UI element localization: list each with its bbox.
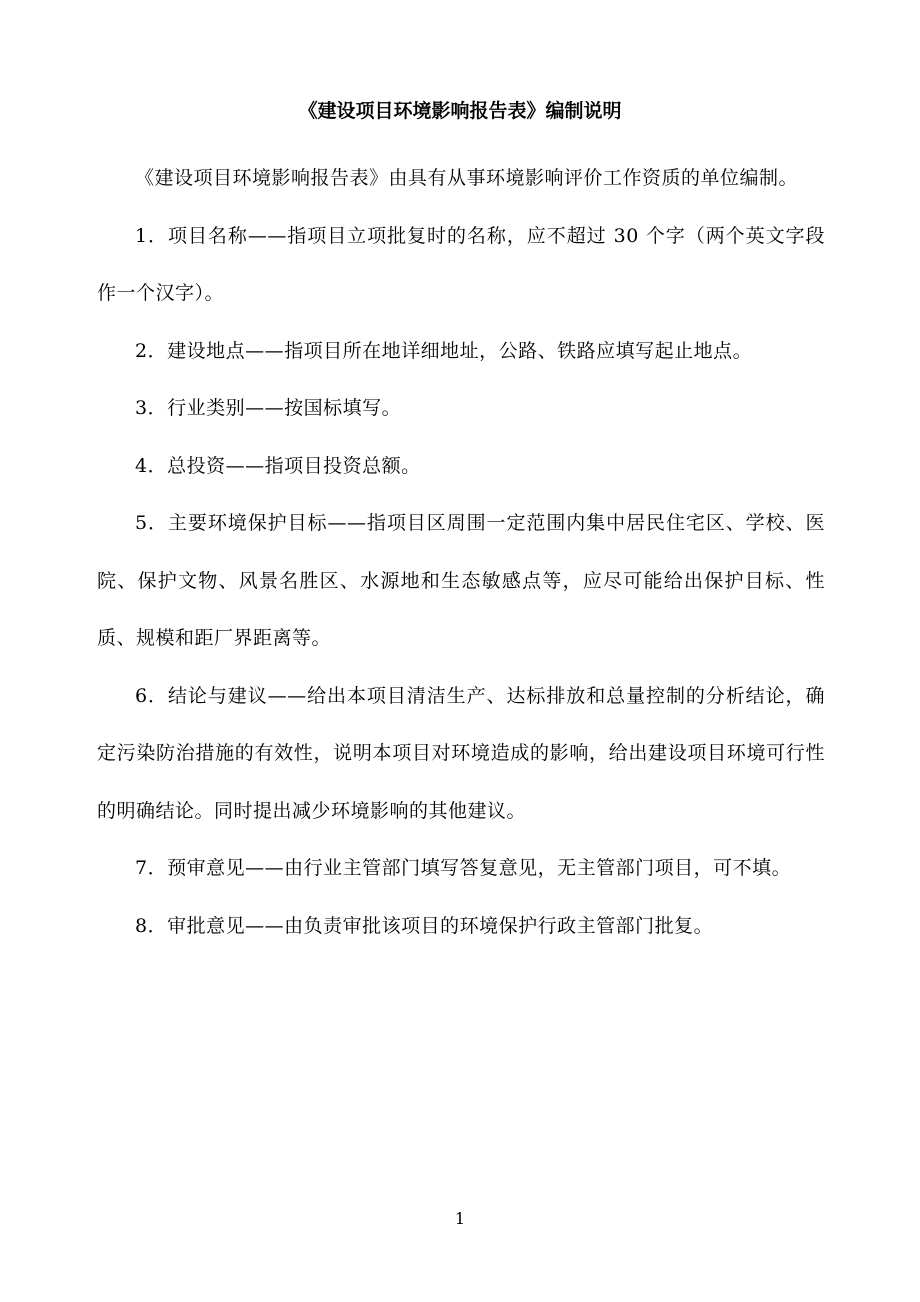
item-preliminary-review: 7．预审意见——由行业主管部门填写答复意见，无主管部门项目，可不填。	[135, 857, 792, 879]
intro-paragraph: 《建设项目环境影响报告表》由具有从事环境影响评价工作资质的单位编制。	[135, 167, 799, 189]
item-construction-site: 2．建设地点——指项目所在地详细地址，公路、铁路应填写起止地点。	[135, 339, 753, 362]
item-total-investment: 4．总投资——指项目投资总额。	[135, 454, 421, 477]
document-title: 《建设项目环境影响报告表》编制说明	[298, 100, 622, 122]
page-number: 1	[454, 1209, 466, 1228]
item-industry-category: 3．行业类别——按国标填写。	[135, 397, 402, 419]
item-project-name: 1．项目名称——指项目立项批复时的名称，应不超过 30 个字（两个英文字段作一个汉字）。	[97, 224, 825, 304]
item-conclusions: 6．结论与建议——给出本项目清洁生产、达标排放和总量控制的分析结论，确定污染防治措施的有效性，说明本项目对环境造成的影响，给出建设项目环境可行性的明确结论。同时提出减少环境影响的其他建议。	[97, 684, 825, 822]
document-body	[97, 150, 825, 955]
item-protection-targets: 5．主要环境保护目标——指项目区周围一定范围内集中居民住宅区、学校、医院、保护文物、风景名胜区、水源地和生态敏感点等，应尽可能给出保护目标、性质、规模和距厂界距离等。	[97, 512, 825, 649]
item-approval-opinion: 8．审批意见——由负责审批该项目的环境保护行政主管部门批复。	[135, 914, 714, 937]
